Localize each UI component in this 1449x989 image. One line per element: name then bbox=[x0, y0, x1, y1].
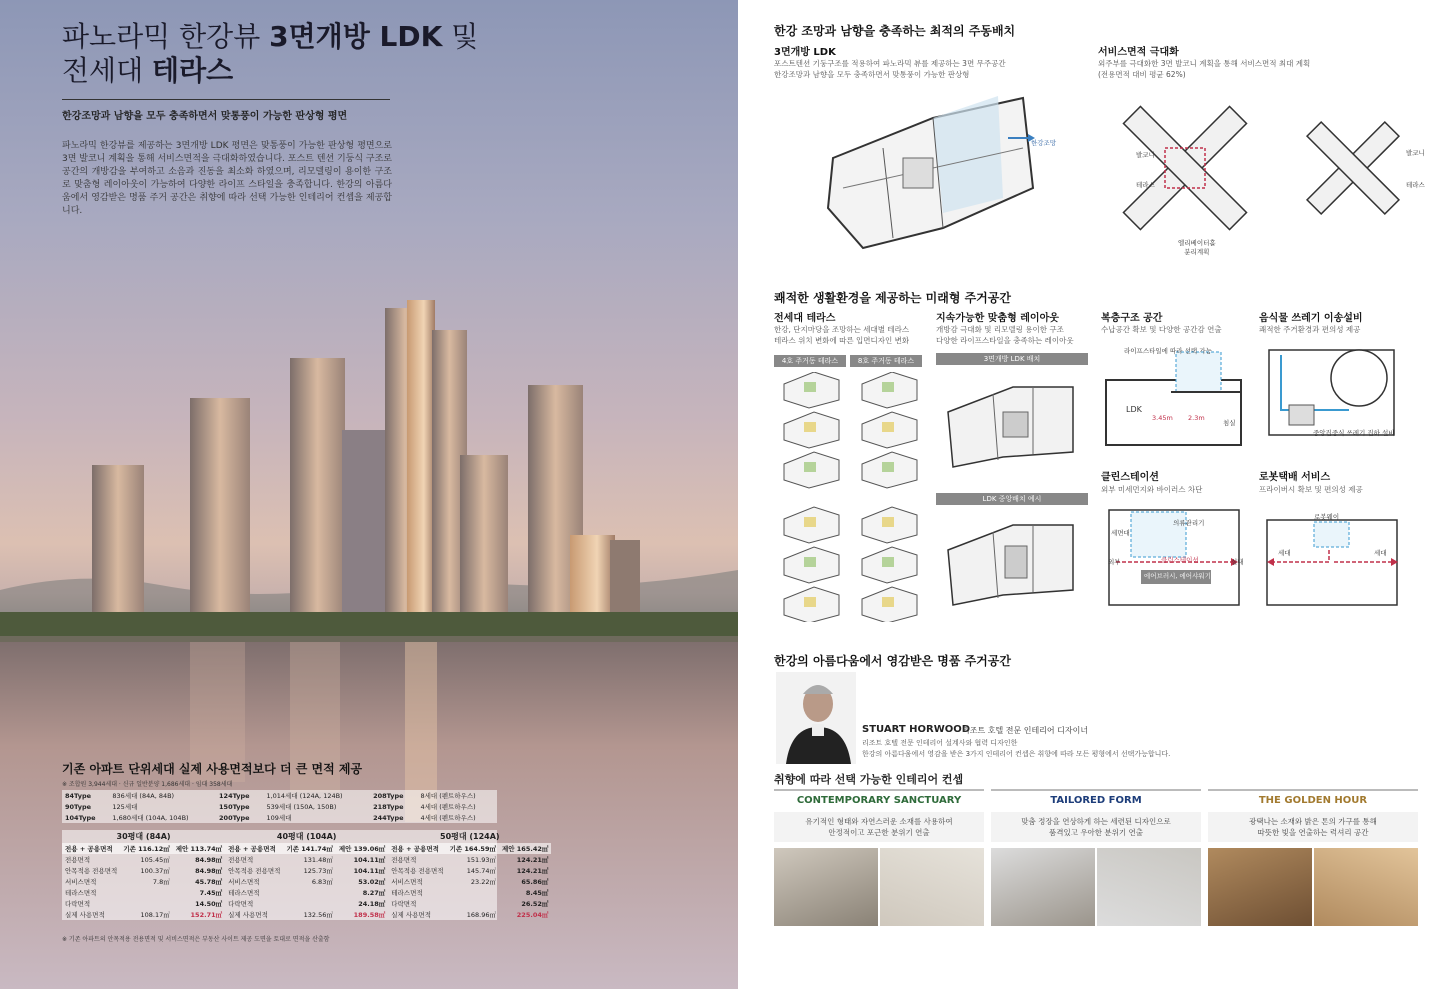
ldk-floorplan bbox=[823, 88, 1043, 258]
area-cell: 다락면적 bbox=[391, 900, 417, 908]
duplex-label-life: 라이프스타일에 따라 선택 가능 bbox=[1124, 347, 1212, 355]
terrace-block bbox=[784, 547, 839, 583]
section-title-luxury: 한강의 아름다움에서 영감받은 명품 주거공간 bbox=[774, 654, 1011, 668]
type-row bbox=[62, 812, 497, 823]
area-header: 50평대 (124A) bbox=[440, 832, 500, 841]
designer-name: STUART HORWOOD bbox=[862, 724, 971, 735]
area-cell bbox=[447, 898, 499, 909]
area-cell: 전용면적 bbox=[228, 856, 254, 864]
type-cell: 208Type bbox=[373, 791, 404, 800]
area-header-row bbox=[62, 830, 551, 843]
area-subheader: 기존 141.74㎡ bbox=[286, 845, 333, 853]
area-cell: 131.48㎡ bbox=[303, 856, 333, 864]
area-cell: 테라스면적 bbox=[391, 889, 423, 897]
concept-header bbox=[991, 789, 1201, 806]
area-cell: 151.93㎡ bbox=[466, 856, 496, 864]
intro-paragraph: 파노라믹 한강뷰를 제공하는 3면개방 LDK 평면은 맞통풍이 가능한 판상형 평면으로 3면 발코니 계획을 통해 서비스면적을 극대화하였습니다. 포스트 텐션 기둥식 구조로 공간의 개방감을 부여하고 소음과 진동을 최소화 하였으며, 리모델링이 용이한 구조로 맞춤형 레이아웃이 가능하여 다양한 라이프 스타일을 충족합니다. 한강의 아름다움에서 영감받은 명품 주거 공간은 취향에 따라 선택 가능한 인테리어 컨셉을 제공합니다. bbox=[62, 141, 392, 216]
area-cell: 24.18㎡ bbox=[358, 900, 386, 908]
layout-title: 지속가능한 맞춤형 레이아웃 bbox=[936, 313, 1059, 324]
area-cell: 테라스면적 bbox=[65, 889, 97, 897]
area-cell: 145.74㎡ bbox=[466, 867, 496, 875]
area-row bbox=[62, 898, 551, 909]
svc-label-elevator: 엘리베이터홀 분리계획 bbox=[1178, 239, 1216, 256]
svc-label-terrace-2: 테라스 bbox=[1406, 181, 1425, 189]
area-cell: 104.11㎡ bbox=[353, 867, 386, 875]
waste-desc: 쾌적한 주거환경과 편의성 제공 bbox=[1259, 325, 1361, 334]
table-note-bottom: ※ 기존 아파트의 안목적용 전용면적 및 서비스면적은 부동산 사이트 제공 도면을 토대로 면적을 산출함 bbox=[62, 936, 330, 943]
area-cell: 53.02㎡ bbox=[358, 878, 386, 886]
area-header: 30평대 (84A) bbox=[116, 832, 171, 841]
designer-desc: 리조트 호텔 전문 인테리어 설계사와 협력 디자인한 한강의 아름다움에서 영감을 받은 3가지 인테리어 컨셉은 취향에 따라 모든 평형에서 선택가능합니다. bbox=[862, 739, 1171, 758]
area-cell bbox=[283, 887, 335, 898]
terrace-block bbox=[862, 587, 917, 622]
clean-label-air: 에어브러시, 에어샤워기 bbox=[1144, 572, 1211, 580]
clean-label-station: 클린스테이션 bbox=[1161, 556, 1199, 564]
terrace-block bbox=[862, 412, 917, 448]
type-cell: 84Type bbox=[65, 791, 92, 800]
concept-desc: 유기적인 형태와 자연스러운 소재를 사용하여 안정적이고 포근한 분위기 연출 bbox=[805, 817, 953, 837]
layout-pill-2: LDK 중앙배치 예시 bbox=[936, 493, 1088, 505]
terrace-block bbox=[784, 587, 839, 622]
terrace-block bbox=[862, 547, 917, 583]
area-cell: 26.52㎡ bbox=[521, 900, 549, 908]
type-cell: 125세대 bbox=[112, 803, 138, 811]
area-cell: 124.21㎡ bbox=[516, 856, 549, 864]
type-cell: 1,014세대 (124A, 124B) bbox=[266, 792, 343, 800]
terrace-block bbox=[784, 452, 839, 488]
terrace-block bbox=[784, 372, 839, 408]
interior-concept[interactable] bbox=[774, 789, 984, 926]
type-row bbox=[62, 801, 497, 812]
area-cell: 7.8㎡ bbox=[152, 878, 170, 886]
layout-plan-2 bbox=[943, 510, 1083, 610]
terrace-block bbox=[862, 507, 917, 543]
area-row bbox=[62, 909, 551, 920]
type-cell: 836세대 (84A, 84B) bbox=[112, 792, 175, 800]
type-row bbox=[62, 790, 497, 801]
area-cell: 다락면적 bbox=[228, 900, 254, 908]
concept-name: TAILORED FORM bbox=[1050, 795, 1142, 806]
terrace-desc: 한강, 단지마당을 조망하는 세대별 테라스 테라스 위치 변화에 따른 입면디자인 변화 bbox=[774, 325, 910, 345]
clean-station-desc: 외부 미세먼지와 바이러스 차단 bbox=[1101, 485, 1203, 494]
type-cell: 218Type bbox=[373, 802, 404, 811]
area-cell: 152.71㎡ bbox=[190, 911, 223, 919]
concept-name: THE GOLDEN HOUR bbox=[1258, 795, 1368, 806]
service-area-title: 서비스면적 극대화 bbox=[1098, 47, 1179, 58]
concept-header bbox=[774, 789, 984, 806]
layout-pill-1: 3면개방 LDK 배치 bbox=[936, 353, 1088, 365]
interior-section-title: 취향에 따라 선택 가능한 인테리어 컨셉 bbox=[774, 773, 964, 786]
duplex-label-h2: 2.3m bbox=[1188, 414, 1205, 422]
area-cell: 100.37㎡ bbox=[140, 867, 170, 875]
area-cell: 104.11㎡ bbox=[353, 856, 386, 864]
area-cell: 전용면적 bbox=[65, 856, 91, 864]
area-cell: 안목적용 전용면적 bbox=[391, 867, 444, 875]
designer-role: 리조트 호텔 전문 인테리어 디자이너 bbox=[962, 726, 1089, 735]
type-table bbox=[62, 790, 497, 823]
ldk-label-view: 한강조망 bbox=[1031, 139, 1057, 147]
duplex-desc: 수납공간 확보 및 다양한 공간감 연출 bbox=[1101, 325, 1222, 334]
duplex-label-h1: 3.45m bbox=[1152, 414, 1173, 422]
area-cell: 서비스면적 bbox=[228, 878, 260, 886]
area-table bbox=[62, 830, 549, 920]
concept-name: CONTEMPORARY SANCTUARY bbox=[796, 795, 962, 806]
robot-title: 로봇택배 서비스 bbox=[1259, 472, 1331, 483]
clean-label-inside: 실내 bbox=[1231, 558, 1244, 566]
type-cell: 200Type bbox=[219, 813, 250, 822]
designer-portrait bbox=[776, 672, 856, 764]
area-cell: 45.78㎡ bbox=[195, 878, 223, 886]
area-cell bbox=[283, 898, 335, 909]
type-cell: 1,680세대 (104A, 104B) bbox=[112, 814, 189, 822]
area-row bbox=[62, 876, 551, 887]
svc-label-balcony: 발코니 bbox=[1136, 151, 1155, 159]
area-cell: 105.45㎡ bbox=[140, 856, 170, 864]
type-cell: 150Type bbox=[219, 802, 250, 811]
area-cell: 안목적용 전용면적 bbox=[65, 867, 118, 875]
concept-photo bbox=[991, 848, 1095, 926]
type-table-grid bbox=[62, 790, 497, 823]
area-cell: 전용면적 bbox=[391, 856, 417, 864]
waste-label: 중앙집중식 쓰레기 집하 설비 bbox=[1313, 429, 1395, 437]
interior-concept[interactable] bbox=[1208, 789, 1418, 926]
area-cell: 실제 사용면적 bbox=[391, 911, 431, 919]
section-title-future: 쾌적한 생활환경을 제공하는 미래형 주거공간 bbox=[774, 291, 1011, 305]
concept-photo bbox=[774, 848, 878, 926]
area-cell: 168.96㎡ bbox=[466, 911, 496, 919]
ldk-title: 3면개방 LDK bbox=[774, 47, 836, 58]
clean-label-sink: 세면대 bbox=[1111, 529, 1130, 537]
terrace-block bbox=[784, 507, 839, 543]
area-cell: 124.21㎡ bbox=[516, 867, 549, 875]
concept-photos bbox=[991, 848, 1201, 926]
area-cell: 실제 사용면적 bbox=[228, 911, 268, 919]
concept-photo bbox=[1314, 848, 1418, 926]
type-cell: 104Type bbox=[65, 813, 96, 822]
terrace-block bbox=[862, 372, 917, 408]
terrace-pill-8: 8호 주거동 테라스 bbox=[850, 355, 922, 367]
concept-desc-box bbox=[991, 812, 1201, 842]
table-note-top: ※ 조합원 3,944세대 · 신규 일반분양 1,686세대 · 임대 358세대 bbox=[62, 781, 233, 788]
ldk-desc: 포스트텐션 기둥구조를 적용하여 파노라믹 뷰를 제공하는 3면 무주공간 한강조망과 남향을 모두 충족하면서 맞통풍이 가능한 판상형 bbox=[774, 59, 1006, 79]
area-header: 40평대 (104A) bbox=[276, 832, 337, 841]
clean-station-title: 클린스테이션 bbox=[1101, 472, 1159, 483]
concept-desc-box bbox=[1208, 812, 1418, 842]
duplex-title: 복층구조 공간 bbox=[1101, 313, 1163, 324]
type-cell: 244Type bbox=[373, 813, 404, 822]
clean-label-closet: 의류관리기 bbox=[1173, 519, 1205, 527]
area-cell: 189.58㎡ bbox=[353, 911, 386, 919]
area-table-grid bbox=[62, 830, 551, 920]
robot-label-unit-2: 세대 bbox=[1374, 549, 1387, 557]
clean-label-outside: 외부 bbox=[1108, 558, 1121, 566]
area-cell bbox=[120, 898, 172, 909]
x-plan-2 bbox=[1298, 110, 1408, 230]
area-subheader: 제안 139.06㎡ bbox=[338, 845, 386, 853]
area-subheader: 제안 165.42㎡ bbox=[501, 845, 549, 853]
section-title-layout: 한강 조망과 남향을 충족하는 최적의 주동배치 bbox=[774, 24, 1016, 38]
area-cell bbox=[120, 887, 172, 898]
concept-desc: 광택나는 소재와 밝은 톤의 가구를 통해 따뜻한 빛을 연출하는 럭셔리 공간 bbox=[1249, 817, 1377, 837]
interior-concept[interactable] bbox=[991, 789, 1201, 926]
area-cell: 125.73㎡ bbox=[303, 867, 333, 875]
layout-plan-1 bbox=[943, 372, 1083, 472]
concept-photos bbox=[774, 848, 984, 926]
area-cell: 실제 사용면적 bbox=[65, 911, 105, 919]
area-cell: 65.86㎡ bbox=[521, 878, 549, 886]
concept-photos bbox=[1208, 848, 1418, 926]
area-cell: 테라스면적 bbox=[228, 889, 260, 897]
area-subheader: 전용 + 공용면적 bbox=[228, 845, 276, 853]
area-cell: 14.50㎡ bbox=[195, 900, 223, 908]
type-cell: 539세대 (150A, 150B) bbox=[266, 803, 337, 811]
area-cell: 84.98㎡ bbox=[195, 867, 223, 875]
area-cell: 8.27㎡ bbox=[362, 889, 386, 897]
waste-title: 음식물 쓰레기 이송설비 bbox=[1259, 313, 1363, 324]
area-cell: 다락면적 bbox=[65, 900, 91, 908]
type-cell: 4세대 (펜트하우스) bbox=[420, 803, 476, 811]
area-row bbox=[62, 854, 551, 865]
type-cell: 90Type bbox=[65, 802, 92, 811]
robot-label-way: 로봇웨이 bbox=[1314, 513, 1340, 521]
terrace-pill-4: 4호 주거동 테라스 bbox=[774, 355, 846, 367]
concept-photo bbox=[1208, 848, 1312, 926]
svc-label-terrace: 테라스 bbox=[1136, 181, 1155, 189]
area-cell: 132.56㎡ bbox=[303, 911, 333, 919]
area-cell: 108.17㎡ bbox=[140, 911, 170, 919]
duplex-diagram bbox=[1101, 340, 1246, 450]
svc-label-balcony-2: 발코니 bbox=[1406, 149, 1425, 157]
area-cell: 225.04㎡ bbox=[516, 911, 549, 919]
x-plan-1 bbox=[1118, 88, 1253, 258]
type-cell: 109세대 bbox=[266, 814, 292, 822]
area-cell: 23.22㎡ bbox=[470, 878, 496, 886]
area-row bbox=[62, 887, 551, 898]
area-cell: 8.45㎡ bbox=[525, 889, 549, 897]
area-cell: 6.83㎡ bbox=[311, 878, 333, 886]
type-cell: 124Type bbox=[219, 791, 250, 800]
area-subheader: 기존 116.12㎡ bbox=[123, 845, 170, 853]
area-subheader: 전용 + 공용면적 bbox=[65, 845, 113, 853]
area-cell: 서비스면적 bbox=[391, 878, 423, 886]
robot-label-unit-1: 세대 bbox=[1278, 549, 1291, 557]
type-cell: 8세대 (펜트하우스) bbox=[420, 792, 476, 800]
concept-photo bbox=[1097, 848, 1201, 926]
area-cell: 서비스면적 bbox=[65, 878, 97, 886]
area-row bbox=[62, 865, 551, 876]
headline: 파노라믹 한강뷰 3면개방 LDK 및 전세대 테라스 bbox=[62, 20, 479, 87]
area-subheader: 제안 113.74㎡ bbox=[175, 845, 223, 853]
area-cell: 84.98㎡ bbox=[195, 856, 223, 864]
right-page bbox=[748, 0, 1449, 989]
duplex-label-ldk: LDK bbox=[1126, 405, 1142, 414]
layout-desc: 개방감 극대화 및 리모델링 용이한 구조 다양한 라이프스타일을 충족하는 레이아웃 bbox=[936, 325, 1074, 345]
type-cell: 4세대 (펜트하우스) bbox=[420, 814, 476, 822]
subtitle: 한강조망과 남향을 모두 충족하면서 맞통풍이 가능한 판상형 평면 bbox=[62, 111, 348, 122]
area-subheader: 기존 164.59㎡ bbox=[449, 845, 496, 853]
area-cell bbox=[447, 887, 499, 898]
terrace-block bbox=[784, 412, 839, 448]
service-area-desc: 외주부를 극대화한 3면 발코니 계획을 통해 서비스면적 최대 계획 (전용면적 대비 평균 62%) bbox=[1098, 59, 1311, 79]
concept-desc-box bbox=[774, 812, 984, 842]
area-subheader: 전용 + 공용면적 bbox=[391, 845, 439, 853]
terrace-diagrams bbox=[774, 372, 934, 622]
headline-divider bbox=[62, 99, 390, 100]
terrace-block bbox=[862, 452, 917, 488]
robot-desc: 프라이버시 확보 및 편의성 제공 bbox=[1259, 485, 1363, 494]
terrace-title: 전세대 테라스 bbox=[774, 313, 836, 324]
area-cell: 안목적용 전용면적 bbox=[228, 867, 281, 875]
concept-header bbox=[1208, 789, 1418, 806]
concept-desc: 맞춤 정장을 연상하게 하는 세련된 디자인으로 품격있고 우아한 분위기 연출 bbox=[1021, 817, 1171, 837]
area-cell: 7.45㎡ bbox=[199, 889, 223, 897]
concept-photo bbox=[880, 848, 984, 926]
area-subheader-row bbox=[62, 843, 551, 854]
duplex-label-room: 침실 bbox=[1223, 419, 1236, 427]
table-title: 기존 아파트 단위세대 실제 사용면적보다 더 큰 면적 제공 bbox=[62, 762, 363, 776]
